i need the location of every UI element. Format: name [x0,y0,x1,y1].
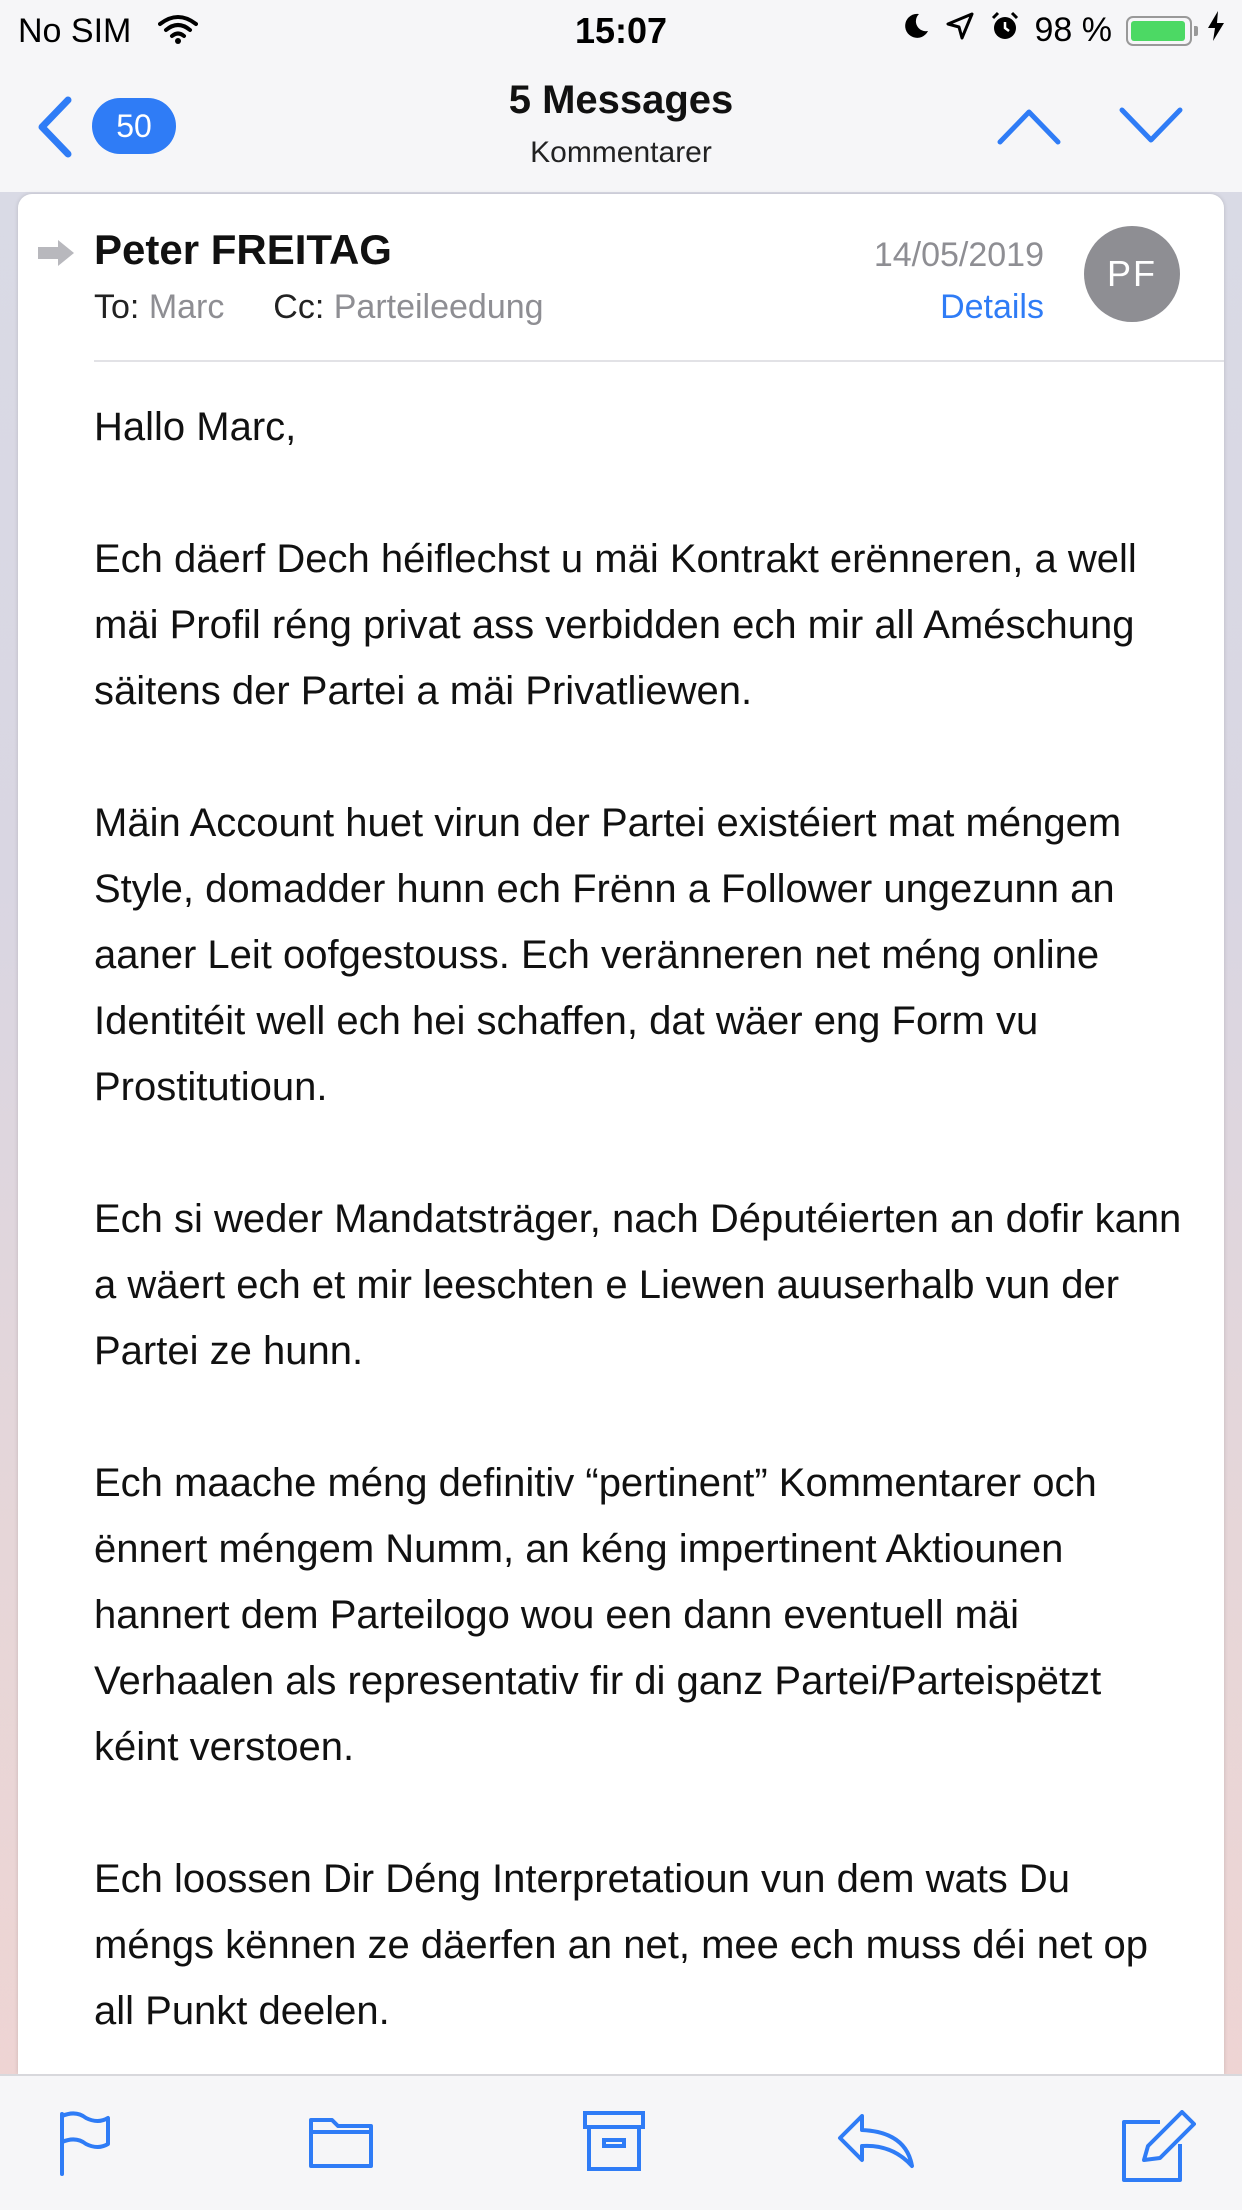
battery-percent: 98 % [1034,11,1112,49]
body-paragraph: Ech däerf Dech héiflechst u mäi Kontrakt erënneren, a well mäi Profil réng privat ass verbidden ech mir all Améschung säitens der Partei a mäi Privatliewen. [94,537,1137,713]
navigation-bar [0,60,1242,192]
charging-icon [1206,10,1226,51]
greeting: Hallo Marc, [94,405,297,449]
header-divider [94,360,1224,362]
thread-subtitle: Kommentarer [530,136,712,169]
body-paragraph: Ech maache méng definitiv “pertinent” Kommentarer och ënnert méngem Numm, an kéng impertinent Aktiounen hannert dem Parteilogo wou een dann eventuell mäi Verhaalen als representativ fir di ganz Partei/Parteispëtzt kéint verstoen. [94,1461,1102,1769]
back-count-badge[interactable]: 50 [92,98,176,154]
body-paragraph: Mäin Account huet virun der Partei existéiert mat méngem Style, domadder hunn ech Frënn a Follower ungezunn an aaner Leit oofgestouss. Ech veränneren net méng online Identitéit well ech hei schaffen, dat wäer eng Form vu Prostitutioun. [94,801,1122,1109]
bottom-toolbar [0,2074,1242,2210]
details-link[interactable]: Details [940,288,1044,326]
moon-icon [901,11,931,50]
body-paragraph: Ech si weder Mandatsträger, nach Députéierten an dofir kann a wäert ech et mir leeschten e Liewen auuserhalb vun der Partei ze hunn. [94,1197,1182,1373]
folder-icon[interactable] [308,2110,374,2175]
avatar[interactable]: PF [1084,226,1180,322]
next-message-icon[interactable] [1118,104,1184,153]
thread-title: 5 Messages [508,78,734,122]
previous-message-icon[interactable] [996,104,1062,153]
sender-name[interactable]: Peter FREITAG [94,226,392,273]
clock: 15:07 [574,10,668,51]
location-icon [945,11,975,50]
recipients-line [94,288,544,327]
compose-icon[interactable] [1120,2110,1196,2187]
message-body [94,394,1194,2074]
battery-icon [1126,16,1192,46]
body-paragraph: Ech loossen Dir Déng Interpretatioun vun dem wats Du méngs kënnen ze däerfen an net, mee ech muss déi net op all Punkt deelen. [94,1857,1149,2033]
carrier-label: No SIM [18,12,132,50]
message-card [18,194,1224,2074]
flag-icon[interactable] [56,2110,114,2181]
status-bar [0,0,1242,60]
to-recipient[interactable]: Marc [148,288,225,326]
to-label: To: [94,288,140,326]
top-bar [0,0,1242,192]
cc-recipient[interactable]: Parteileedung [333,288,544,326]
forwarded-arrow-icon [36,238,76,273]
reply-icon[interactable] [836,2110,916,2175]
message-date: 14/05/2019 [873,236,1044,274]
archive-icon[interactable] [582,2110,646,2177]
cc-label: Cc: [273,288,325,326]
alarm-icon [989,10,1021,51]
